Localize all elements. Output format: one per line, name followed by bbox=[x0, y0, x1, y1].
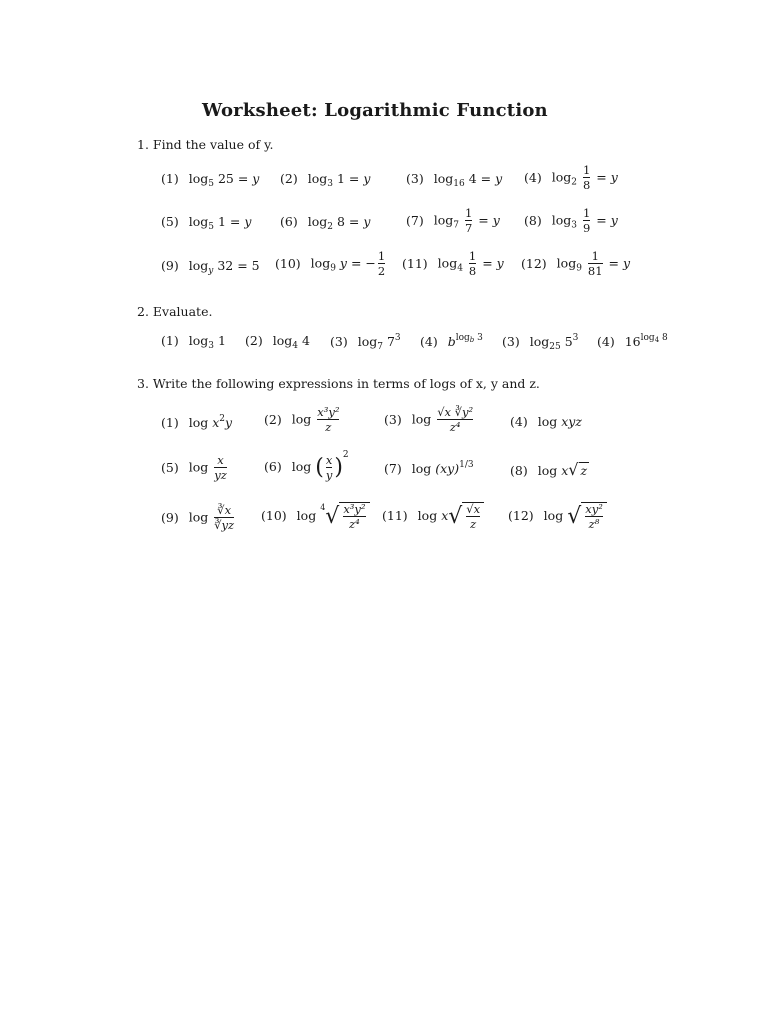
s1-item-2: (2) $\log_3 1 = y$ bbox=[280, 171, 371, 189]
s3-item-2: (2) log $\frac{\text{x³y²}}{z}$ bbox=[264, 405, 340, 434]
s2-item-2: (2) $\log_4 4$ bbox=[245, 333, 310, 351]
s3-item-7: (7) log (xy)$^{1/3}$ bbox=[384, 460, 474, 476]
s1-item-9: (9) $\log_y 32 = 5$ bbox=[161, 258, 260, 276]
s3-item-9: (9) log $\frac{∛x}{∛yz}$ bbox=[161, 503, 235, 532]
s3-item-1: (1) $\log x^2y$ bbox=[161, 414, 233, 430]
s2-item-3: (3) $\log_7 7^3$ bbox=[330, 333, 401, 352]
s2-item-4: (4) $b^{log_b 3}$ bbox=[420, 333, 483, 349]
s3-item-5: (5) log $\frac{x}{yz}$ bbox=[161, 453, 227, 482]
s1-item-12: (12) $\log_9$ $\frac{1}{81}$ = y bbox=[521, 249, 631, 278]
s1-item-3: (3) $\log_{16} 4 = y$ bbox=[406, 171, 503, 189]
fraction: $\frac{1}{9}$ bbox=[582, 206, 591, 235]
s1-item-1: (1) $\log_5 25 = y$ bbox=[161, 171, 260, 189]
s3-item-10: (10) log $^4$√ $\frac{\text{x³y²}}{\text{z⁴}}$ bbox=[261, 502, 370, 531]
fraction: $\frac{\text{x³y²}}{z}$ bbox=[317, 405, 340, 434]
s3-item-12: (12) log √ $\frac{\text{xy²}}{\text{z⁸}}$ bbox=[508, 502, 607, 531]
s1-item-11: (11) $\log_4$ $\frac{1}{8}$ = y bbox=[402, 249, 504, 278]
s3-item-6: (6) log ( $\frac{x}{y}$ )$^2$ bbox=[264, 450, 349, 482]
fraction: $\frac{∛x}{∛yz}$ bbox=[214, 503, 235, 532]
s1-item-7: (7) $\log_7$ $\frac{1}{7}$ = y bbox=[406, 206, 500, 235]
s1-item-10: (10) $\log_9 y$ = − $\frac{1}{2}$ bbox=[275, 249, 386, 278]
fraction: $\frac{1}{8}$ bbox=[468, 249, 477, 278]
s2-item-6: (4) $16^{log_4 8}$ bbox=[597, 333, 668, 349]
section-2-heading: 2. Evaluate. bbox=[137, 304, 213, 319]
s3-item-11: (11) log x√ $\frac{√x}{z}$ bbox=[382, 502, 484, 531]
s1-item-8: (8) $\log_3$ $\frac{1}{9}$ = y bbox=[524, 206, 618, 235]
section-1-heading: 1. Find the value of y. bbox=[137, 137, 274, 152]
fraction: $\frac{\text{x³y²}}{\text{z⁴}}$ bbox=[343, 502, 366, 531]
s2-item-1: (1) $\log_3 1$ bbox=[161, 333, 226, 351]
fraction: $\frac{1}{7}$ bbox=[464, 206, 473, 235]
s3-item-4: (4) log xyz bbox=[510, 414, 582, 429]
section-3-heading: 3. Write the following expressions in terms of logs of x, y and z. bbox=[137, 376, 540, 391]
s1-item-6: (6) $\log_2 8 = y$ bbox=[280, 214, 371, 232]
fraction: $\frac{1}{81}$ bbox=[587, 249, 603, 278]
fraction: $\frac{\text{xy²}}{\text{z⁸}}$ bbox=[585, 502, 603, 531]
fraction: $\frac{x}{y}$ bbox=[325, 452, 333, 482]
s1-item-5: (5) $\log_5 1 = y$ bbox=[161, 214, 252, 232]
page-title: Worksheet: Logarithmic Function bbox=[202, 100, 548, 121]
s3-item-8: (8) log x√ z bbox=[510, 460, 588, 479]
fraction: $\frac{1}{2}$ bbox=[377, 249, 386, 278]
fraction: $\frac{x}{yz}$ bbox=[214, 453, 227, 482]
fraction: $\frac{\text{√x ∛y²}}{\text{z⁴}}$ bbox=[437, 405, 474, 434]
s1-item-4: (4) $\log_2$ $\frac{1}{8}$ = y bbox=[524, 163, 618, 192]
s3-item-3: (3) log $\frac{\text{√x ∛y²}}{\text{z⁴}}$ bbox=[384, 405, 474, 434]
fraction: $\frac{√x}{z}$ bbox=[466, 502, 481, 531]
s2-item-5: (3) $\log_{25} 5^3$ bbox=[502, 333, 579, 352]
fraction: $\frac{1}{8}$ bbox=[582, 163, 591, 192]
